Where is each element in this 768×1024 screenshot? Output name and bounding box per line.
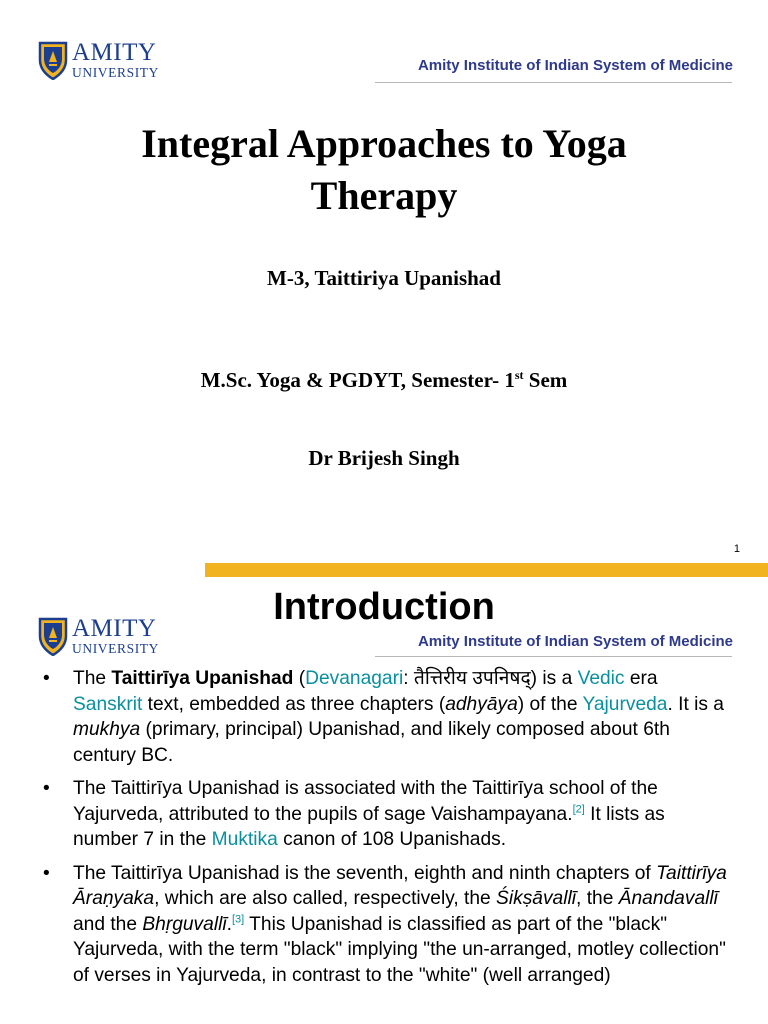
text: ( <box>293 668 306 689</box>
header-divider <box>375 82 732 83</box>
italic-term: Ānandavallī <box>618 888 718 909</box>
slide-title <box>40 118 728 222</box>
link-sanskrit[interactable]: Sanskrit <box>73 693 143 715</box>
bullet-item-2 <box>38 776 728 853</box>
text: This Upanishad is classified as part of the "black" Yajurveda, with the term "black" implying "the un-arranged, motley collection" of verses in Yajurveda, in contrast to the "white" (well arranged) <box>73 913 726 986</box>
amity-logo <box>38 40 159 80</box>
text: The Taittirīya Upanishad is the seventh, eighth and ninth chapters of <box>73 862 657 884</box>
text: The Taittirīya Upanishad is associated with the Taittirīya school of the Yajurveda, attributed to the pupils of sage Vaishampayana. <box>73 778 658 825</box>
slide-2 <box>0 578 768 1024</box>
text: era <box>624 668 658 689</box>
text: ) of the <box>517 693 583 715</box>
italic-term: Bhṛguvallī <box>142 913 227 935</box>
course-superscript: st <box>514 368 524 382</box>
bullet-marker: • <box>43 668 50 689</box>
logo-text: AMITY <box>72 39 157 66</box>
text: , which are also called, respectively, the <box>154 888 497 909</box>
title-line-1: Integral Approaches to Yoga <box>141 121 627 166</box>
text: , the <box>576 888 619 909</box>
course-prefix: M.Sc. Yoga & PGDYT, Semester- 1 <box>200 368 515 392</box>
header-divider <box>375 656 732 657</box>
italic-term: Taittirīya Āraṇyaka <box>73 862 727 909</box>
logo-subtext: UNIVERSITY <box>72 65 159 80</box>
slide-title: Introduction <box>273 586 495 628</box>
course-suffix: Sem <box>523 368 568 392</box>
text: (primary, principal) Upanishad, and likely composed about 6th century BC. <box>73 719 670 766</box>
footer-gold-bar <box>205 563 768 577</box>
institute-name: Amity Institute of Indian System of Medicine <box>417 633 733 650</box>
title-line-2: Therapy <box>310 173 458 218</box>
text: . <box>226 913 232 935</box>
bullet-item-1 <box>38 666 728 768</box>
institute-name: Amity Institute of Indian System of Medicine <box>417 57 733 74</box>
link-muktika[interactable]: Muktika <box>211 829 278 850</box>
bold-term: Taittirīya Upanishad <box>111 668 294 689</box>
logo-text: AMITY <box>72 615 157 642</box>
text: canon of 108 Upanishads. <box>277 829 507 850</box>
module-subtitle: M-3, Taittiriya Upanishad <box>267 266 501 290</box>
amity-shield-icon <box>38 40 68 80</box>
logo-subtext: UNIVERSITY <box>72 641 159 656</box>
amity-shield-icon <box>38 616 68 656</box>
amity-logo <box>38 616 159 656</box>
link-vedic[interactable]: Vedic <box>577 668 625 689</box>
bullet-list <box>38 666 728 996</box>
text: and the <box>73 913 143 935</box>
text: The <box>73 668 112 689</box>
italic-term: mukhya <box>73 719 141 740</box>
reference-link[interactable]: [2] <box>572 803 585 816</box>
bullet-marker: • <box>43 778 50 799</box>
text: It lists as number 7 in the <box>73 803 665 850</box>
italic-term: Śikṣāvallī <box>496 888 577 909</box>
link-yajurveda[interactable]: Yajurveda <box>582 693 668 715</box>
bullet-item-3 <box>38 861 728 989</box>
link-devanagari[interactable]: Devanagari <box>305 668 404 689</box>
italic-term: adhyāya <box>445 693 518 715</box>
author-name: Dr Brijesh Singh <box>308 446 460 470</box>
bullet-marker: • <box>43 862 50 884</box>
text: text, embedded as three chapters ( <box>142 693 446 715</box>
course-subtitle <box>0 368 768 393</box>
text: . It is a <box>667 693 724 715</box>
text: : तैत्तिरीय उपनिषद्) is a <box>403 668 578 689</box>
reference-link[interactable]: [3] <box>231 913 245 926</box>
page-number: 1 <box>733 543 740 555</box>
